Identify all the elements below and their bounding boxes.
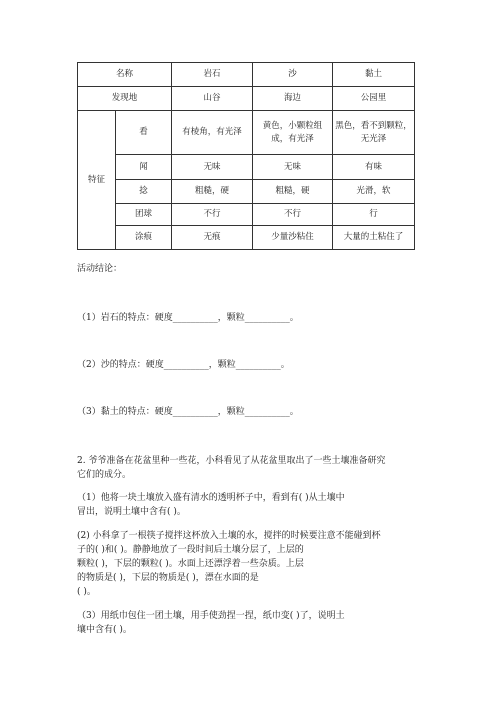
row-label-smear: 涂痕 [116, 226, 172, 250]
conclusion-item-clay [77, 406, 299, 419]
table-row-look [78, 111, 415, 155]
smear-rock: 无痕 [172, 226, 253, 250]
question2-part2-line5: ( )。 [77, 587, 96, 597]
table-header-row [78, 63, 415, 87]
table-row-ball [78, 204, 415, 226]
header-clay: 黏土 [333, 63, 415, 87]
table-row-smell [78, 155, 415, 180]
ball-clay: 行 [333, 204, 415, 226]
row-label-look: 看 [116, 111, 172, 155]
site-rock: 山谷 [172, 87, 253, 111]
smell-clay: 有味 [333, 155, 415, 180]
question2-part2-line4: 的物质是( )，下层的物质是( )，漂在水面的是 [77, 573, 259, 583]
row-label-ball: 团球 [116, 204, 172, 226]
question2-part3-line2: 壤中含有( )。 [77, 625, 132, 635]
feature-label: 特征 [78, 111, 116, 250]
smell-rock: 无味 [172, 155, 253, 180]
header-name: 名称 [78, 63, 172, 87]
conclusion-rock-prefix: （1）岩石的特点：硬度 [77, 313, 173, 323]
conclusion-clay-blank-hardness[interactable]: __________ [172, 407, 218, 417]
rub-rock: 粗糙，硬 [172, 180, 253, 204]
ball-rock: 不行 [172, 204, 253, 226]
row-label-smell: 闻 [116, 155, 172, 180]
question2-part2-line3: 颗粒( )，下层的颗粒( )。水面上还漂浮着一些杂质。上层 [77, 559, 304, 569]
look-sand: 黄色，小颗粒组成，有光泽 [253, 111, 333, 155]
smell-sand: 无味 [253, 155, 333, 180]
rub-clay: 光滑，软 [333, 180, 415, 204]
conclusion-rock-mid: ，颗粒 [217, 313, 245, 323]
smear-sand: 少量沙粘住 [253, 226, 333, 250]
look-clay: 黑色，看不到颗粒，无光泽 [333, 111, 415, 155]
rub-sand: 粗糙，硬 [253, 180, 333, 204]
conclusion-rock-blank-hardness[interactable]: __________ [172, 313, 218, 323]
smear-clay: 大量的土粘住了 [333, 226, 415, 250]
question2-part3-line1: （3）用纸巾包住一团土壤，用手使劲捏一捏，纸巾变( )了，说明土 [77, 611, 345, 621]
question2-intro-line2: 它们的成分。 [77, 470, 132, 480]
conclusion-sand-end: 。 [280, 360, 290, 370]
conclusion-sand-mid: ，颗粒 [208, 360, 236, 370]
conclusion-sand-blank-hardness[interactable]: __________ [163, 360, 209, 370]
ball-sand: 不行 [253, 204, 333, 226]
question2-part1-line1: （1）他将一块土壤放入盛有清水的透明杯子中，看到有( )从土壤中 [77, 493, 345, 503]
conclusion-clay-end: 。 [289, 407, 299, 417]
conclusion-rock-end: 。 [289, 313, 299, 323]
header-sand: 沙 [253, 63, 333, 87]
conclusion-title: 活动结论： [77, 264, 123, 274]
conclusion-item-rock [77, 312, 299, 325]
row-label-rub: 捻 [116, 180, 172, 204]
conclusion-item-sand [77, 359, 290, 372]
conclusion-clay-prefix: （3）黏土的特点：硬度 [77, 407, 173, 417]
conclusion-rock-blank-grain[interactable]: __________ [244, 313, 290, 323]
look-rock: 有棱角，有光泽 [172, 111, 253, 155]
conclusion-clay-blank-grain[interactable]: __________ [244, 407, 290, 417]
question2-intro-line1: 2. 爷爷准备在花盆里种一些花，小科看见了从花盆里取出了一些土壤准备研究 [77, 456, 386, 466]
site-clay: 公园里 [333, 87, 415, 111]
table-row-site [78, 87, 415, 111]
conclusion-clay-mid: ，颗粒 [217, 407, 245, 417]
table-row-rub [78, 180, 415, 204]
site-sand: 海边 [253, 87, 333, 111]
question2-part2-line2: 子的( )和( )。静静地放了一段时间后土壤分层了，上层的 [77, 545, 304, 555]
table-row-smear [78, 226, 415, 250]
conclusion-sand-prefix: （2）沙的特点：硬度 [77, 360, 164, 370]
header-rock: 岩石 [172, 63, 253, 87]
observation-table [77, 62, 415, 250]
conclusion-sand-blank-grain[interactable]: __________ [235, 360, 281, 370]
site-label: 发现地 [78, 87, 172, 111]
question2-part2-line1: (2) 小科拿了一根筷子搅拌这杯放入土壤的水，搅拌的时候要注意不能碰到杯 [77, 531, 381, 541]
question2-part1-line2: 冒出，说明土壤中含有( )。 [77, 507, 186, 517]
